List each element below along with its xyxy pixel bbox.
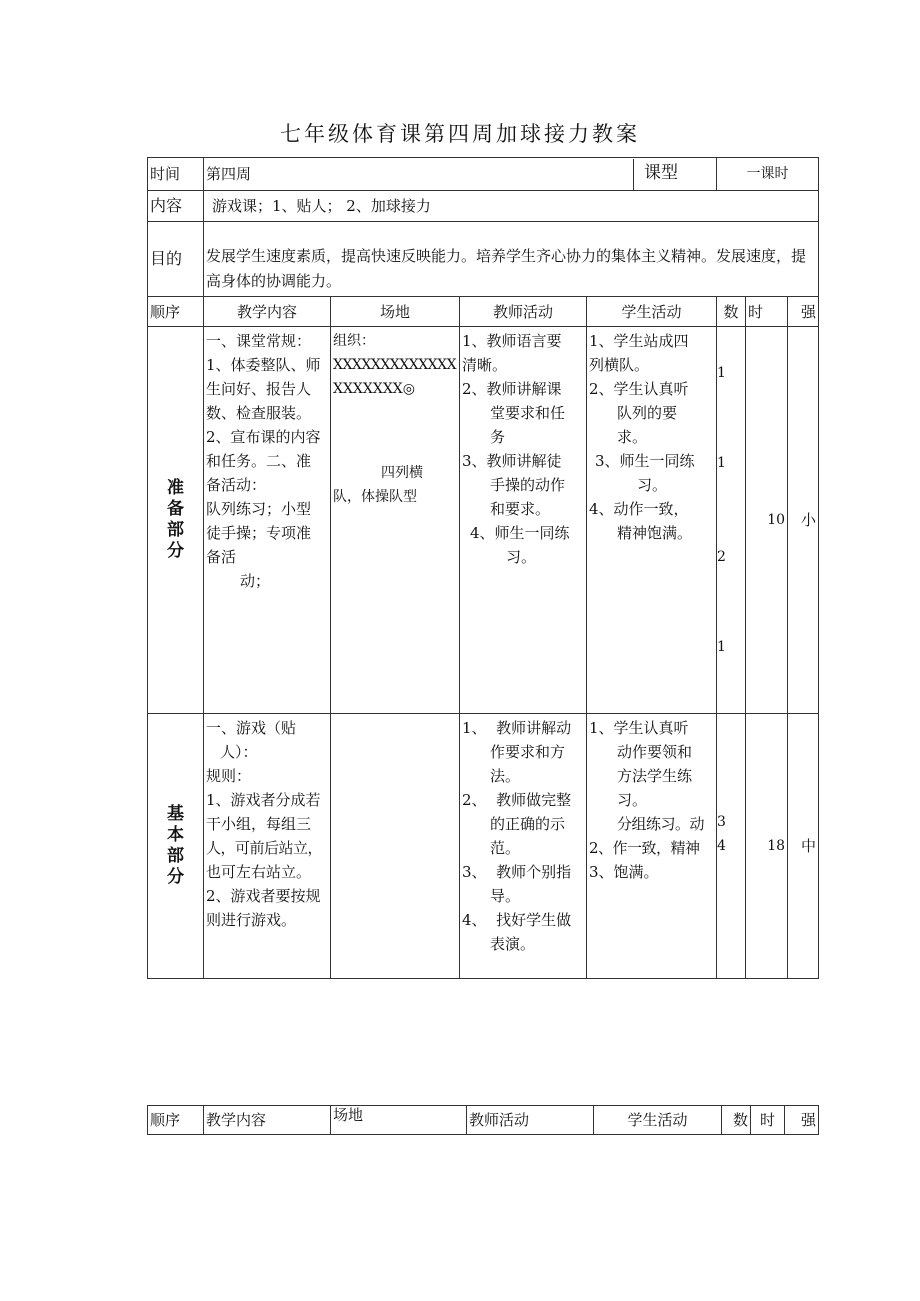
goal-label: 目的: [148, 222, 204, 297]
header2-student: 学生活动: [594, 1106, 722, 1135]
lesson-table-continued: [147, 1105, 819, 1135]
basic-venue: [331, 714, 460, 979]
basic-student: 1、学生认真听 动作要领和 方法学生练 习。 分组练习。动 2、作一致，精神 3、饱满。: [587, 714, 717, 979]
prep-teacher: 1、教师语言要 清晰。 2、教师讲解课 堂要求和任 务 3、教师讲解徒 手操的动作 和要求。 4、师生一同练 习。: [460, 327, 587, 714]
header-content: 教学内容: [204, 297, 331, 327]
type-label: 课型: [633, 159, 714, 190]
header-teacher: 教师活动: [460, 297, 587, 327]
basic-content: 一、游戏（贴 人）： 规则： 1、游戏者分成若 干小组，每组三 人，可前后站立， 也可左右站立。 2、游戏者要按规 则进行游戏。: [204, 714, 331, 979]
page-title: 七年级体育课第四周加球接力教案: [280, 122, 640, 146]
content-label: 内容: [148, 191, 204, 222]
header2-venue: 场地: [331, 1106, 467, 1135]
time-value: [204, 158, 717, 191]
header-time: 时: [746, 297, 788, 327]
prep-content: 一、课堂常规： 1、体委整队、师 生问好、报告人 数、检查服装。 2、宣布课的内容 和任务。二、准 备活动： 队列练习；小型 徒手操；专项准 备活 动；: [204, 327, 331, 714]
header2-teacher: 教师活动: [467, 1106, 594, 1135]
header-intensity: 强: [788, 297, 819, 327]
basic-count: 3 4: [717, 714, 746, 979]
header2-time: 时: [751, 1106, 785, 1135]
basic-time: 18: [746, 714, 788, 979]
prep-label: 准 备 部 分: [148, 327, 204, 714]
header-venue: 场地: [331, 297, 460, 327]
lesson-table: [147, 157, 819, 979]
time-label: 时间: [148, 158, 204, 191]
basic-teacher: 1、 教师讲解动 作要求和方 法。 2、 教师做完整 的正确的示 范。 3、 教师个别指 导。 4、 找好学生做 表演。: [460, 714, 587, 979]
header2-content: 教学内容: [204, 1106, 331, 1135]
content-value: 游戏课；1、贴人； 2、加球接力: [204, 191, 819, 222]
prep-student: 1、学生站成四 列横队。 2、学生认真听 队列的要 求。 3、师生一同练 习。 4、动作一致， 精神饱满。: [587, 327, 717, 714]
header2-order: 顺序: [148, 1106, 204, 1135]
header-student: 学生活动: [587, 297, 717, 327]
basic-intensity: 中: [788, 714, 819, 979]
basic-label: 基 本 部 分: [148, 714, 204, 979]
prep-time: 10: [746, 327, 788, 714]
header-order: 顺序: [148, 297, 204, 327]
goal-value: 发展学生速度素质，提高快速反映能力。培养学生齐心协力的集体主义精神。发展速度，提高身体的协调能力。: [204, 222, 819, 297]
header-count: 数: [717, 297, 746, 327]
header2-count: 数: [722, 1106, 751, 1135]
prep-count: 1 1 2 1: [717, 327, 746, 714]
prep-intensity: 小: [788, 327, 819, 714]
week-text: 第四周: [206, 165, 252, 183]
prep-venue: 组织： XXXXXXXXXXXXX XXXXXXX◎ 四列横 队，体操队型: [331, 327, 460, 714]
type-value: 一课时: [717, 158, 819, 191]
header2-intensity: 强: [785, 1106, 819, 1135]
